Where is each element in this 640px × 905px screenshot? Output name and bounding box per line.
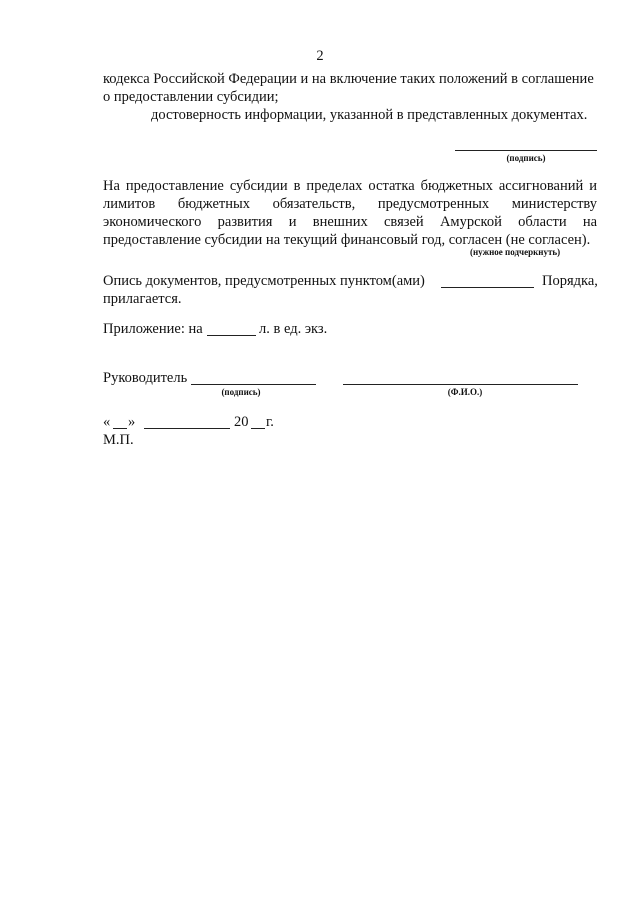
underline-note: (нужное подчеркнуть) [470,247,561,257]
consent-word: на [582,214,598,230]
consent-word: развития [217,214,273,230]
date-month-blank [144,428,230,429]
head-name-line [343,384,578,385]
consent-line-3 [103,213,597,231]
attachment-pages-blank [207,335,256,336]
consent-word: Амурской [439,214,502,230]
inventory-line-2: прилагается. [103,291,182,307]
consent-word: внешних [312,214,368,230]
intro-line-1: кодекса Российской Федерации и на включение таких положений в соглашение [103,71,594,87]
date-year-prefix: 20 [234,414,249,430]
signature-line-1 [455,150,597,151]
head-name-caption: (Ф.И.О.) [447,387,483,397]
consent-word: лимитов [103,196,156,212]
consent-line-2 [103,195,597,213]
intro-line-3: достоверность информации, указанной в представленных документах. [151,107,588,123]
head-label: Руководитель [103,370,188,386]
signature-caption-1: (подпись) [506,153,546,163]
consent-word: предусмотренных [377,196,490,212]
head-signature-line [191,384,316,385]
head-signature-caption: (подпись) [221,387,261,397]
page-number: 2 [316,48,324,64]
stamp-label: М.П. [103,432,134,448]
consent-word: связей [383,214,424,230]
date-close-quote: » [128,414,136,430]
date-year-blank [251,428,265,429]
consent-word: обязательств, [272,196,356,212]
date-year-suffix: г. [266,414,274,430]
consent-word: министерству [511,196,598,212]
date-day-blank [113,428,127,429]
inventory-points-blank [441,287,534,288]
consent-word: области [518,214,567,230]
intro-line-2: о предоставлении субсидии; [103,89,279,105]
date-open-quote: « [103,414,111,430]
inventory-prefix: Опись документов, предусмотренных пунктом(ами) [103,273,425,289]
consent-word: и [288,214,297,230]
attachment-suffix: л. в ед. экз. [259,321,328,337]
consent-line-1: На предоставление субсидии в пределах остатка бюджетных ассигнований и [103,178,597,194]
inventory-suffix: Порядка, [542,273,598,289]
consent-line-4: предоставление субсидии на текущий финансовый год, согласен (не согласен). [103,232,591,248]
attachment-prefix: Приложение: на [103,321,203,337]
consent-word: экономического [103,214,202,230]
consent-word: бюджетных [177,196,251,212]
